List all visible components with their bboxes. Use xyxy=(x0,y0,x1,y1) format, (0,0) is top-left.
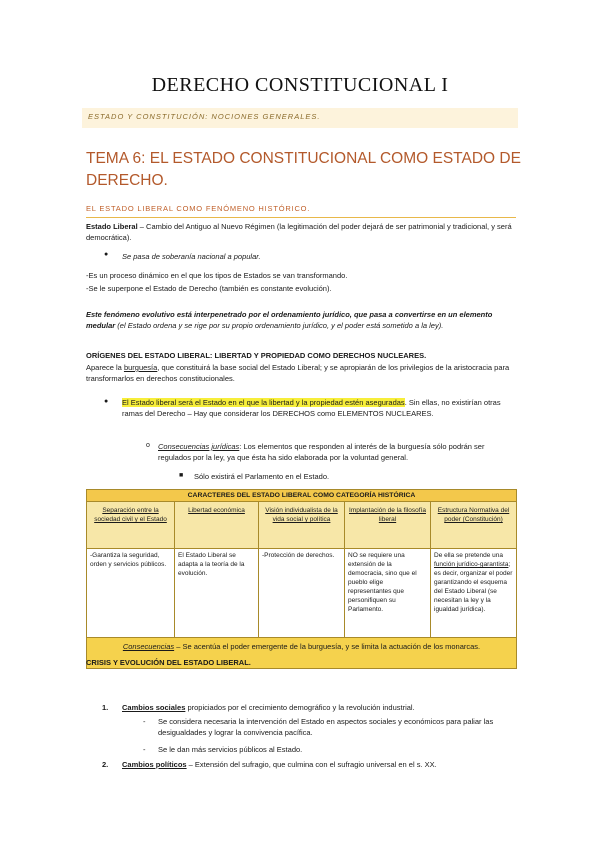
dash-line-1: -Es un proceso dinámico en el que los tipos de Estados se van transformando. xyxy=(86,271,348,280)
cell5-text-a: De ella se pretende una xyxy=(434,552,504,559)
quote-part-1: Este fenómeno evolutivo está interpenetrado por el ordenamiento jurídico, que pasa a convertirse en un elemento medular xyxy=(86,310,493,330)
table-cell: -Garantiza la seguridad, orden y servicios públicos. xyxy=(87,549,175,638)
table-header: Estructura Normativa del poder (Constitución) xyxy=(431,502,517,549)
table-caption: CARACTERES DEL ESTADO LIBERAL COMO CATEGORÍA HISTÓRICA xyxy=(87,490,517,502)
bullet-dot: ● xyxy=(104,251,109,258)
table-header: Separación entre la sociedad civil y el Estado xyxy=(87,502,175,549)
document-title: DERECHO CONSTITUCIONAL I xyxy=(151,74,449,96)
table-cell xyxy=(431,549,517,638)
square-bullet: ■ xyxy=(179,472,184,479)
table-cell: El Estado Liberal se adapta a la teoría de la evolución. xyxy=(175,549,259,638)
intro-label: Estado Liberal xyxy=(86,222,138,231)
subtitle: ESTADO Y CONSTITUCIÓN: NOCIONES GENERALES. xyxy=(88,112,321,121)
origenes-text-c: , que constituirá la base social del Estado Liberal; y se apropiarán de los privilegios de la aristocracia para transformarlos en derechos constitucionales. xyxy=(86,363,510,383)
table-header: Implantación de la filosofía liberal xyxy=(345,502,431,549)
quote-part-2: (el Estado ordena y se rige por su propio ordenamiento jurídico, y el poder está sometido a la ley). xyxy=(115,321,444,330)
item-number: 1. xyxy=(102,703,109,712)
table-header: Visión individualista de la vida social y política xyxy=(259,502,345,549)
cambios-sociales-sub-2: Se le dan más servicios públicos al Estado. xyxy=(158,745,303,754)
consecuencias-juridicas-text: : Los elementos que responden al interés de la burguesía sólo podrán ser regulados por la ley, ya que ésta ha sido elaborada por la voluntad general. xyxy=(158,442,485,462)
burguesia-term: burguesía xyxy=(123,363,158,372)
crisis-heading: CRISIS Y EVOLUCIÓN DEL ESTADO LIBERAL. xyxy=(86,658,251,667)
cell5-term: función jurídico-garantista xyxy=(434,561,509,568)
cambios-sociales-text: propiciados por el crecimiento demográfico y la revolución industrial. xyxy=(185,703,415,712)
caracteres-table xyxy=(86,489,517,669)
circle-bullet: o xyxy=(146,442,150,449)
bullet-dot: ● xyxy=(104,398,109,405)
quote-paragraph xyxy=(86,309,514,331)
bullet-estado-liberal-rest: . Sin ellas, no existirían otras ramas del Derecho – Hay que considerar los DERECHOS como ELEMENTOS NUCLEARES. xyxy=(122,398,501,418)
consecuencias-juridicas xyxy=(158,441,516,463)
footer-text: – Se acentúa el poder emergente de la burguesía, y se limita la actuación de los monarcas. xyxy=(174,642,481,651)
bullet-estado-liberal xyxy=(122,397,516,419)
table-header: Libertad económica xyxy=(175,502,259,549)
cambios-politicos-label: Cambios políticos xyxy=(122,760,187,769)
table-cell: NO se requiere una extensión de la democracia, sino que el pueblo elige representantes que personifiquen su Parlamento. xyxy=(345,549,431,638)
cambios-sociales xyxy=(122,702,516,713)
solo-parlamento: Sólo existirá el Parlamento en el Estado. xyxy=(194,472,330,481)
cell5-text-b: ; es decir, organizar el poder garantizando el esquema del Estado Liberal (se necesitan la ley y la igualdad jurídica). xyxy=(434,561,513,613)
tema-heading: TEMA 6: EL ESTADO CONSTITUCIONAL COMO ESTADO DE DERECHO. xyxy=(86,150,521,189)
dash-line-2: -Se le superpone el Estado de Derecho (también es constante evolución). xyxy=(86,284,332,293)
dash-bullet: - xyxy=(143,717,146,726)
cambios-politicos xyxy=(122,759,516,770)
subtitle-bar xyxy=(82,108,518,128)
intro-paragraph xyxy=(86,221,516,243)
highlight-libertad-propiedad: El Estado liberal será el Estado en el que la libertad y la propiedad estén aseguradas xyxy=(122,398,405,407)
cambios-politicos-text: – Extensión del sufragio, que culmina con el sufragio universal en el s. XX. xyxy=(186,760,437,769)
origenes-paragraph xyxy=(86,362,516,384)
dash-bullet: - xyxy=(143,745,146,754)
section-heading-estado-liberal: EL ESTADO LIBERAL COMO FENÓMENO HISTÓRICO. xyxy=(86,204,516,218)
origenes-heading: ORÍGENES DEL ESTADO LIBERAL: LIBERTAD Y PROPIEDAD COMO DERECHOS NUCLEARES. xyxy=(86,351,427,360)
footer-label: Consecuencias xyxy=(122,642,175,651)
table-cell: -Protección de derechos. xyxy=(259,549,345,638)
intro-text: – Cambio del Antiguo al Nuevo Régimen (la legitimación del poder dejará de ser patrimonial y tradicional, y será democrática). xyxy=(86,222,512,242)
bullet-soberania: Se pasa de soberanía nacional a popular. xyxy=(122,252,261,261)
item-number: 2. xyxy=(102,760,109,769)
consecuencias-juridicas-label: Consecuencias jurídicas xyxy=(158,442,240,451)
origenes-text-a: Aparece la xyxy=(86,363,124,372)
cambios-sociales-sub-1: Se considera necesaria la intervención del Estado en aspectos sociales y económicos para paliar las desigualdades y lograr la convivencia pacífica. xyxy=(158,717,494,737)
cambios-sociales-label: Cambios sociales xyxy=(122,703,186,712)
